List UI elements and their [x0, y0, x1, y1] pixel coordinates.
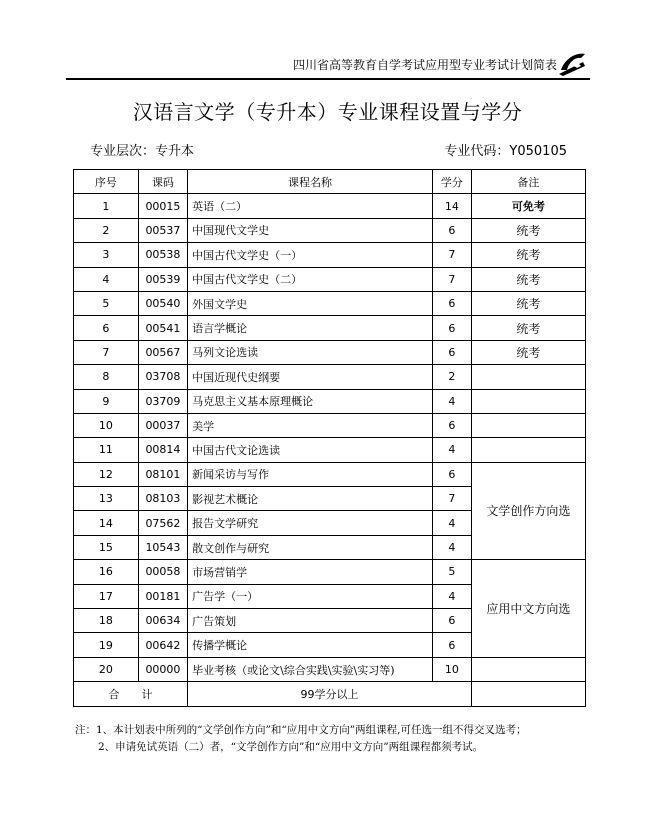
row-no: 16: [74, 560, 139, 584]
row-name: 中国古代文学史（二）: [188, 267, 433, 291]
level-label: 专业层次：专升本: [90, 144, 195, 159]
row-note: [471, 657, 585, 681]
row-name: 市场营销学: [188, 560, 433, 584]
table-row: [74, 438, 586, 462]
row-note: 统考: [471, 291, 585, 315]
row-credits: 6: [432, 633, 471, 657]
row-note: 统考: [471, 243, 585, 267]
row-credits: 6: [432, 462, 471, 486]
row-credits: 14: [432, 194, 471, 218]
row-code: 00000: [138, 657, 187, 681]
row-code: 10543: [138, 535, 187, 559]
row-name: 报告文学研究: [188, 511, 433, 535]
row-code: 00540: [138, 291, 187, 315]
row-name: 影视艺术概论: [188, 487, 433, 511]
row-code: 00015: [138, 194, 187, 218]
row-code: 00181: [138, 584, 187, 608]
row-name: 中国古代文论选读: [188, 438, 433, 462]
header-rule: [66, 78, 590, 80]
row-note: 统考: [471, 340, 585, 364]
row-code: 08103: [138, 487, 187, 511]
row-name: 马列文论选读: [188, 340, 433, 364]
row-credits: 4: [432, 584, 471, 608]
course-table: [73, 169, 586, 707]
table-row: [74, 657, 586, 681]
exam-logo-icon: [557, 48, 587, 76]
row-name: 英语（二）: [188, 194, 433, 218]
table-row: [74, 316, 586, 340]
code-label: 专业代码：Y050105: [444, 144, 567, 159]
row-no: 12: [74, 462, 139, 486]
row-code: 00814: [138, 438, 187, 462]
row-name: 散文创作与研究: [188, 535, 433, 559]
row-code: 07562: [138, 511, 187, 535]
row-credits: 10: [432, 657, 471, 681]
row-credits: 6: [432, 218, 471, 242]
header-title: 四川省高等教育自学考试应用型专业考试计划简表: [292, 58, 557, 72]
footnote-line-2: 2、申请免试英语（二）者，“文学创作方向”和“应用中文方向”两组课程都须考试。: [98, 741, 484, 753]
table-row: [74, 389, 586, 413]
row-code: 00538: [138, 243, 187, 267]
row-credits: 6: [432, 316, 471, 340]
table-row: [74, 365, 586, 389]
row-credits: 4: [432, 389, 471, 413]
table-row: [74, 413, 586, 437]
row-note: [471, 413, 585, 437]
row-no: 11: [74, 438, 139, 462]
header-name: 课程名称: [188, 170, 433, 194]
total-row: [74, 682, 586, 706]
row-credits: 7: [432, 243, 471, 267]
row-note: 统考: [471, 316, 585, 340]
group-note-applied: 应用中文方向选: [471, 560, 585, 658]
row-credits: 6: [432, 340, 471, 364]
row-no: 13: [74, 487, 139, 511]
row-no: 14: [74, 511, 139, 535]
row-no: 9: [74, 389, 139, 413]
table-row: [74, 243, 586, 267]
header-code: 课码: [138, 170, 187, 194]
row-no: 18: [74, 609, 139, 633]
row-credits: 4: [432, 511, 471, 535]
row-code: 03708: [138, 365, 187, 389]
row-name: 中国现代文学史: [188, 218, 433, 242]
row-credits: 6: [432, 609, 471, 633]
row-note: 统考: [471, 267, 585, 291]
row-code: 03709: [138, 389, 187, 413]
row-code: 00037: [138, 413, 187, 437]
table-row: [74, 218, 586, 242]
row-name: 外国文学史: [188, 291, 433, 315]
row-name: 毕业考核（或论文\综合实践\实验\实习等): [188, 657, 433, 681]
row-name: 语言学概论: [188, 316, 433, 340]
row-credits: 5: [432, 560, 471, 584]
row-code: 00642: [138, 633, 187, 657]
row-credits: 4: [432, 535, 471, 559]
row-no: 2: [74, 218, 139, 242]
row-code: 00634: [138, 609, 187, 633]
total-note: [471, 682, 585, 706]
row-note: [471, 389, 585, 413]
header-credits: 学分: [432, 170, 471, 194]
table-row: [74, 267, 586, 291]
table-row: [74, 462, 586, 486]
row-note: [471, 438, 585, 462]
total-label: 合计: [74, 682, 188, 706]
row-no: 17: [74, 584, 139, 608]
row-note: [471, 365, 585, 389]
page-title: 汉语言文学（专升本）专业课程设置与学分: [132, 100, 523, 124]
row-no: 3: [74, 243, 139, 267]
row-name: 传播学概论: [188, 633, 433, 657]
row-credits: 6: [432, 291, 471, 315]
row-credits: 2: [432, 365, 471, 389]
row-code: 00058: [138, 560, 187, 584]
row-no: 4: [74, 267, 139, 291]
row-credits: 4: [432, 438, 471, 462]
row-note: 可免考: [471, 194, 585, 218]
header-no: 序号: [74, 170, 139, 194]
row-no: 7: [74, 340, 139, 364]
row-code: 08101: [138, 462, 187, 486]
row-code: 00537: [138, 218, 187, 242]
row-code: 00539: [138, 267, 187, 291]
table-header-row: [74, 170, 586, 194]
row-name: 新闻采访与写作: [188, 462, 433, 486]
row-credits: 7: [432, 267, 471, 291]
row-code: 00567: [138, 340, 187, 364]
table-row: [74, 340, 586, 364]
row-no: 10: [74, 413, 139, 437]
total-value: 99学分以上: [188, 682, 472, 706]
group-note-literary: 文学创作方向选: [471, 462, 585, 560]
row-credits: 6: [432, 413, 471, 437]
row-note: 统考: [471, 218, 585, 242]
row-name: 广告学（一）: [188, 584, 433, 608]
row-no: 6: [74, 316, 139, 340]
footnote-line-1: 注：1、本计划表中所列的“文学创作方向”和“应用中文方向”两组课程,可任选一组不得交叉选考；: [75, 724, 527, 736]
row-name: 马克思主义基本原理概论: [188, 389, 433, 413]
row-no: 19: [74, 633, 139, 657]
row-no: 20: [74, 657, 139, 681]
row-code: 00541: [138, 316, 187, 340]
row-name: 广告策划: [188, 609, 433, 633]
table-row: [74, 291, 586, 315]
row-name: 美学: [188, 413, 433, 437]
table-row: [74, 560, 586, 584]
header-note: 备注: [471, 170, 585, 194]
row-no: 8: [74, 365, 139, 389]
row-no: 5: [74, 291, 139, 315]
row-no: 15: [74, 535, 139, 559]
row-no: 1: [74, 194, 139, 218]
row-name: 中国近现代史纲要: [188, 365, 433, 389]
table-row: [74, 194, 586, 218]
row-credits: 7: [432, 487, 471, 511]
footnotes: [75, 722, 527, 756]
row-name: 中国古代文学史（一）: [188, 243, 433, 267]
